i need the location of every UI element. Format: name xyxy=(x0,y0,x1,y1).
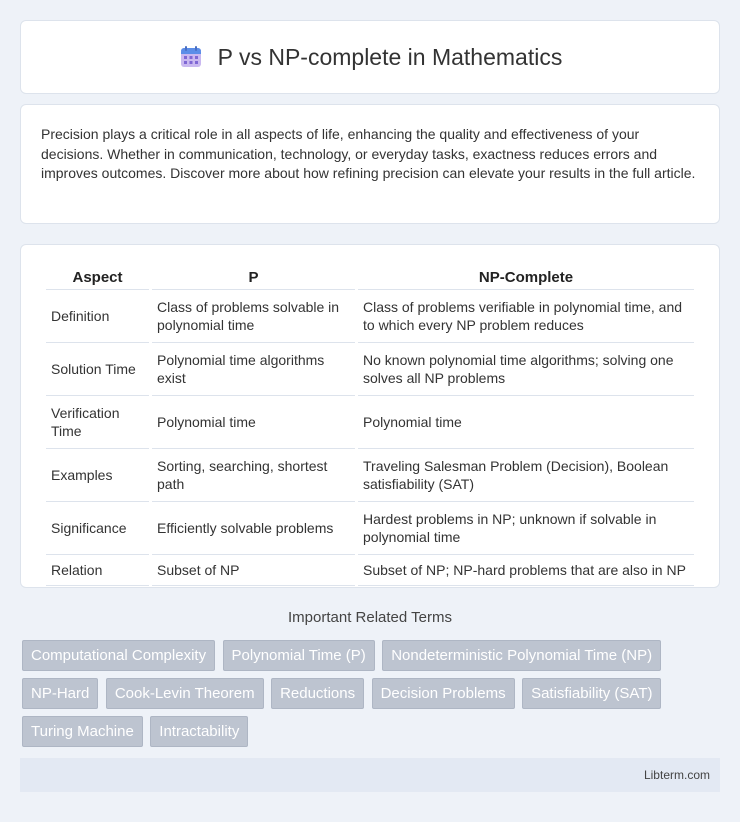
cell-np-complete: Hardest problems in NP; unknown if solvable in polynomial time xyxy=(358,502,694,555)
cell-p: Polynomial time algorithms exist xyxy=(152,343,355,396)
header-card xyxy=(20,20,720,94)
footer xyxy=(20,758,720,792)
tag-polynomial-time[interactable]: Polynomial Time (P) xyxy=(223,640,375,671)
related-tags xyxy=(22,640,722,754)
cell-np-complete: Polynomial time xyxy=(358,396,694,449)
title-wrap xyxy=(178,44,563,71)
footer-link[interactable]: Libterm.com xyxy=(643,768,710,782)
cell-aspect: Significance xyxy=(46,502,149,555)
table-row xyxy=(46,555,694,586)
table-header-row xyxy=(46,265,694,290)
cell-np-complete: Class of problems verifiable in polynomial time, and to which every NP problem reduces xyxy=(358,290,694,343)
tag-cook-levin-theorem[interactable]: Cook-Levin Theorem xyxy=(106,678,264,709)
cell-p: Subset of NP xyxy=(152,555,355,586)
table-row xyxy=(46,290,694,343)
tag-reductions[interactable]: Reductions xyxy=(271,678,364,709)
table-row xyxy=(46,502,694,555)
page-title: P vs NP-complete in Mathematics xyxy=(217,43,563,70)
cell-aspect: Relation xyxy=(46,555,149,586)
tag-computational-complexity[interactable]: Computational Complexity xyxy=(22,640,215,671)
header-aspect: Aspect xyxy=(46,265,149,290)
intro-card xyxy=(20,104,720,224)
tag-intractability[interactable]: Intractability xyxy=(150,716,248,747)
header-p: P xyxy=(152,265,355,290)
table-card xyxy=(20,244,720,588)
cell-aspect: Verification Time xyxy=(46,396,149,449)
cell-np-complete: Traveling Salesman Problem (Decision), Boolean satisfiability (SAT) xyxy=(358,449,694,502)
tag-np-hard[interactable]: NP-Hard xyxy=(22,678,98,709)
tag-satisfiability[interactable]: Satisfiability (SAT) xyxy=(522,678,661,709)
tag-decision-problems[interactable]: Decision Problems xyxy=(372,678,515,709)
tag-turing-machine[interactable]: Turing Machine xyxy=(22,716,143,747)
cell-p: Efficiently solvable problems xyxy=(152,502,355,555)
table-row xyxy=(46,449,694,502)
cell-aspect: Examples xyxy=(46,449,149,502)
cell-p: Class of problems solvable in polynomial time xyxy=(152,290,355,343)
tag-nondeterministic-polynomial-time[interactable]: Nondeterministic Polynomial Time (NP) xyxy=(382,640,661,671)
cell-p: Sorting, searching, shortest path xyxy=(152,449,355,502)
table-row xyxy=(46,343,694,396)
cell-aspect: Definition xyxy=(46,290,149,343)
intro-text: Precision plays a critical role in all aspects of life, enhancing the quality and effectiveness of your decisions. Whether in communication, technology, or everyday tasks, exactness reduces errors and improves outcomes. Discover more about how refining precision can elevate your results in the full article. xyxy=(41,126,696,181)
cell-p: Polynomial time xyxy=(152,396,355,449)
cell-aspect: Solution Time xyxy=(46,343,149,396)
comparison-table xyxy=(43,265,697,586)
cell-np-complete: No known polynomial time algorithms; solving one solves all NP problems xyxy=(358,343,694,396)
cell-np-complete: Subset of NP; NP-hard problems that are also in NP xyxy=(358,555,694,586)
calendar-icon xyxy=(178,44,204,70)
header-np-complete: NP-Complete xyxy=(358,265,694,290)
related-terms-title: Important Related Terms xyxy=(288,609,452,626)
table-row xyxy=(46,396,694,449)
